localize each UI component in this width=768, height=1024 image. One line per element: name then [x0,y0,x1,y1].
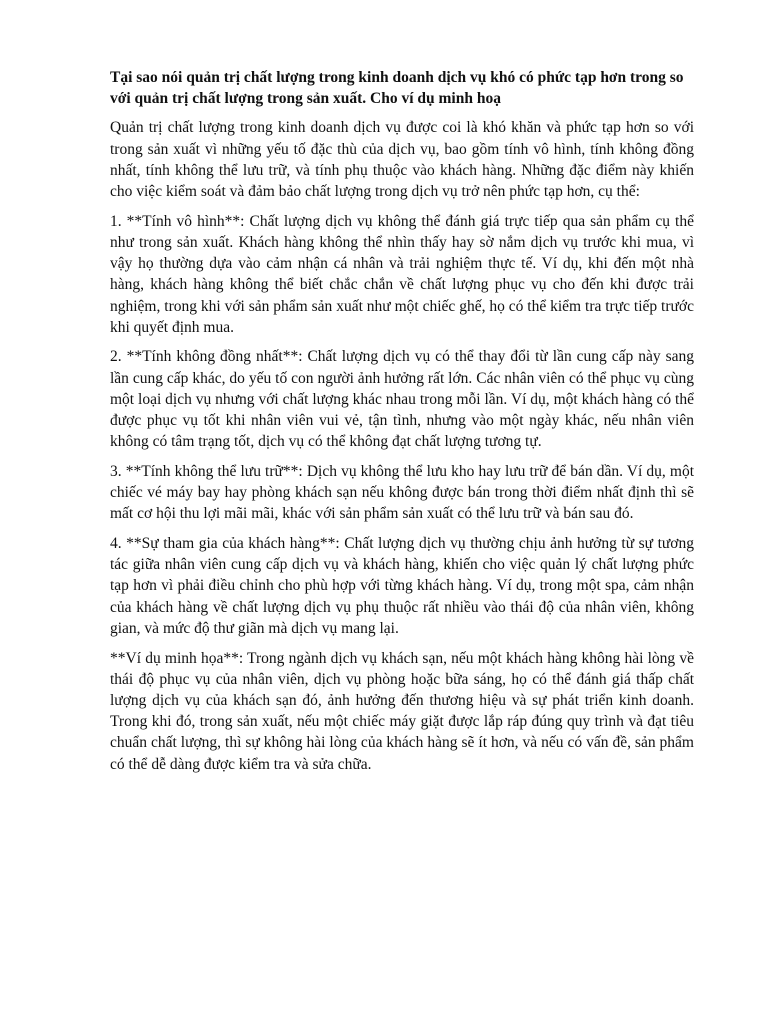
point-4-customer-participation: 4. **Sự tham gia của khách hàng**: Chất lượng dịch vụ thường chịu ảnh hưởng từ sự tương tác giữa nhân viên cung cấp dịch vụ và khách hàng, khiến cho việc quản lý chất lượng phức tạp hơn vì phải điều chỉnh cho phù hợp với từng khách hàng. Ví dụ, trong một spa, cảm nhận của khách hàng về chất lượng dịch vụ phụ thuộc rất nhiều vào thái độ của nhân viên, không gian, và mức độ thư giãn mà dịch vụ mang lại. [110,535,694,637]
point-2-heterogeneity: 2. **Tính không đồng nhất**: Chất lượng dịch vụ có thể thay đổi từ lần cung cấp này sang lần cung cấp khác, do yếu tố con người ảnh hưởng rất lớn. Các nhân viên có thể phục vụ cùng một loại dịch vụ nhưng với chất lượng khác nhau trong mỗi lần. Ví dụ, một khách hàng có thể được phục vụ tốt khi nhân viên vui vẻ, tận tình, nhưng vào một ngày khác, nếu nhân viên không có tâm trạng tốt, dịch vụ có thể không đạt chất lượng tương tự. [110,348,694,451]
example-paragraph: **Ví dụ minh họa**: Trong ngành dịch vụ khách sạn, nếu một khách hàng không hài lòng về thái độ phục vụ của nhân viên, dịch vụ phòng hoặc bữa sáng, họ có thể đánh giá thấp chất lượng dịch vụ của khách sạn đó, ảnh hưởng đến thương hiệu và sự phát triển kinh doanh. Trong khi đó, trong sản xuất, nếu một chiếc máy giặt được lắp ráp đúng quy trình và đạt tiêu chuẩn chất lượng, thì sự không hài lòng của khách hàng sẽ ít hơn, và nếu có vấn đề, sản phẩm có thể dễ dàng được kiểm tra và sửa chữa. [110,649,694,773]
document-title: Tại sao nói quản trị chất lượng trong kinh doanh dịch vụ khó có phức tạp hơn trong so với quản trị chất lượng trong sản xuất. Cho ví dụ minh hoạ [110,69,684,108]
point-1-intangibility: 1. **Tính vô hình**: Chất lượng dịch vụ không thể đánh giá trực tiếp qua sản phẩm cụ thể như trong sản xuất. Khách hàng không thể nhìn thấy hay sờ nắm dịch vụ trước khi mua, vì vậy họ thường dựa vào cảm nhận cá nhân và trải nghiệm thực tế. Ví dụ, khi đến một nhà hàng, khách hàng không thể biết chắc chắn về chất lượng phục vụ cho đến khi được trải nghiệm, trong khi với sản phẩm sản xuất như một chiếc ghế, họ có thể kiểm tra trực tiếp trước khi quyết định mua. [110,212,694,336]
point-3-perishability: 3. **Tính không thể lưu trữ**: Dịch vụ không thể lưu kho hay lưu trữ để bán dần. Ví dụ, một chiếc vé máy bay hay phòng khách sạn nếu không được bán trong thời điểm nhất định thì sẽ mất cơ hội thu lợi mãi mãi, khác với sản phẩm sản xuất có thể lưu trữ và bán sau đó. [110,462,694,523]
document-body [110,67,694,783]
intro-paragraph: Quản trị chất lượng trong kinh doanh dịch vụ được coi là khó khăn và phức tạp hơn so với trong sản xuất vì những yếu tố đặc thù của dịch vụ, bao gồm tính vô hình, tính không đồng nhất, tính không thể lưu trữ, và tính phụ thuộc vào khách hàng. Những đặc điểm này khiến cho việc kiểm soát và đảm bảo chất lượng trong dịch vụ trở nên phức tạp hơn, cụ thể: [110,119,694,201]
